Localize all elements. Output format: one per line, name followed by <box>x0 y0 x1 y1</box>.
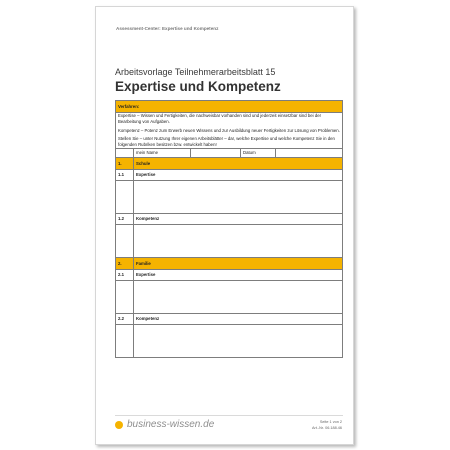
page-number: Seite 1 von 2 <box>319 420 342 424</box>
section-title: Schule <box>134 157 343 169</box>
procedure-text-row <box>116 113 343 149</box>
item-number: 1.2 <box>116 213 134 224</box>
blank-cell <box>116 280 134 313</box>
blank-cell <box>116 224 134 257</box>
section-number: 1. <box>116 157 134 169</box>
item-number: 1.1 <box>116 169 134 180</box>
item-title: Kompetenz <box>134 313 343 324</box>
section-title: Familie <box>134 257 343 269</box>
name-date-row <box>116 148 343 157</box>
section-header-row <box>116 157 343 169</box>
footer-divider <box>115 415 343 416</box>
procedure-paragraph: Stellen Sie – unter Nutzung Ihrer eigenen Arbeitsblätter – dar, welche Expertise und welche Kompetenz Sie in den folgenden Rubriken besitzen bzw. entwickelt haben! <box>118 136 335 148</box>
item-header-row <box>116 213 343 224</box>
worksheet-form <box>115 100 343 358</box>
answer-field[interactable] <box>134 324 343 357</box>
logo-dot-icon <box>115 421 123 429</box>
name-field[interactable] <box>191 148 241 157</box>
item-title: Expertise <box>134 169 343 180</box>
procedure-paragraph: Expertise – Wissen und Fertigkeiten, die nachweisbar vorhanden sind und jederzeit einsetzbar sind bei der Bearbeitung von Aufgaben. <box>118 113 322 124</box>
answer-row <box>116 224 343 257</box>
procedure-text <box>116 113 343 149</box>
item-header-row <box>116 313 343 324</box>
article-number: Art.-Nr. 06.188.46 <box>312 426 342 431</box>
section-number: 2. <box>116 257 134 269</box>
worksheet-page <box>95 6 354 445</box>
blank-cell <box>116 180 134 213</box>
item-number: 2.1 <box>116 269 134 280</box>
procedure-header-row <box>116 101 343 113</box>
answer-row <box>116 324 343 357</box>
answer-field[interactable] <box>134 180 343 213</box>
page-info <box>312 419 342 432</box>
item-header-row <box>116 269 343 280</box>
answer-field[interactable] <box>134 280 343 313</box>
date-field[interactable] <box>276 148 343 157</box>
blank-cell <box>116 324 134 357</box>
item-header-row <box>116 169 343 180</box>
section-header-row <box>116 257 343 269</box>
worksheet-kicker: Arbeitsvorlage Teilnehmerarbeitsblatt 15 <box>115 67 276 77</box>
date-label: Datum <box>241 148 276 157</box>
procedure-label: Verfahren: <box>116 101 343 113</box>
item-title: Expertise <box>134 269 343 280</box>
answer-field[interactable] <box>134 224 343 257</box>
item-number: 2.2 <box>116 313 134 324</box>
document-header: Assessment-Center: Expertise und Kompetenz <box>116 26 219 31</box>
procedure-paragraph: Kompetenz – Potenz zum Erwerb neuen Wissens und zur Ausbildung neuer Fertigkeiten zur Lösung von Problemen. <box>118 127 340 133</box>
brand-logo[interactable] <box>115 419 214 430</box>
answer-row <box>116 180 343 213</box>
page-title: Expertise und Kompetenz <box>115 79 281 94</box>
name-label: mein Name <box>134 148 191 157</box>
blank-cell <box>116 148 134 157</box>
item-title: Kompetenz <box>134 213 343 224</box>
logo-text: business-wissen.de <box>127 419 215 430</box>
answer-row <box>116 280 343 313</box>
